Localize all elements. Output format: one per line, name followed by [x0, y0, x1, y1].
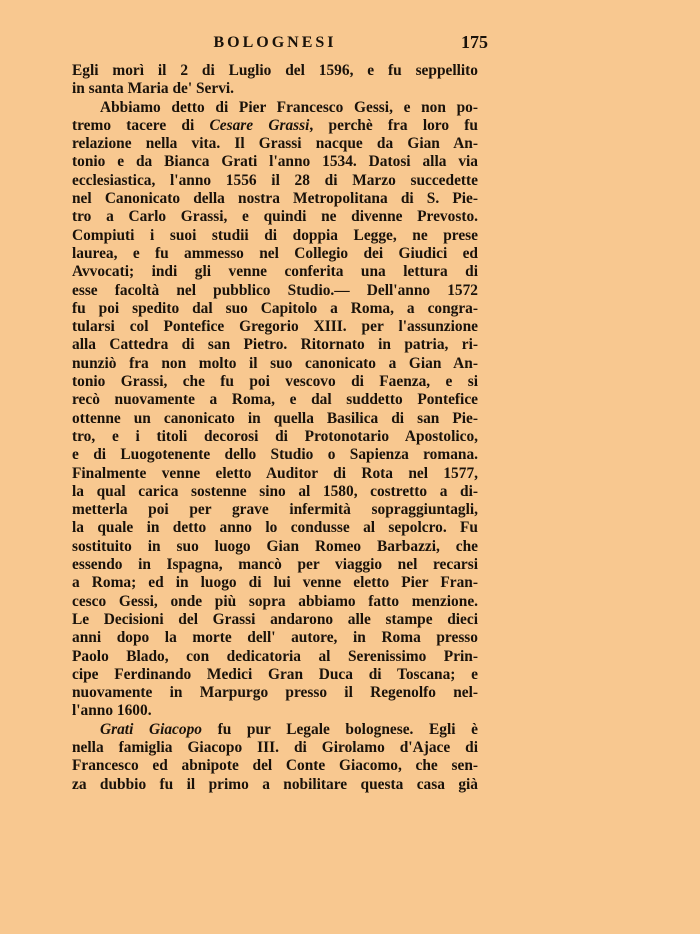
text-line: ecclesiastica, l'anno 1556 il 28 di Marzo succedette — [72, 171, 478, 189]
body-text — [72, 62, 478, 794]
text-line: cesco Gessi, onde più sopra abbiamo fatto menzione. — [72, 592, 478, 610]
running-head — [72, 32, 488, 54]
text-line: tularsi col Pontefice Gregorio XIII. per l'assunzione — [72, 318, 478, 336]
text-line: nunziò fra non molto il suo canonicato a Gian An- — [72, 354, 478, 372]
text-line: la quale in detto anno lo condusse al sepolcro. Fu — [72, 519, 478, 537]
text-line: tonio Grassi, che fu poi vescovo di Faenza, e si — [72, 373, 478, 391]
text-line: in santa Maria de' Servi. — [72, 80, 235, 98]
text-line: la qual carica sostenne sino al 1580, costretto a di- — [72, 482, 478, 500]
text-line: Compiuti i suoi studii di doppia Legge, ne prese — [72, 226, 478, 244]
text-line: e di Luogotenente dello Studio o Sapienza romana. — [72, 446, 478, 464]
text-line: a Roma; ed in luogo di lui venne eletto Pier Fran- — [72, 574, 478, 592]
text-segment: Abbiamo detto di Pier Francesco Gessi, e non po- — [100, 98, 478, 116]
text-line: essendo in Ispagna, mancò per viaggio nel recarsi — [72, 556, 478, 574]
text-line — [72, 117, 478, 135]
text-line: Paolo Blado, con dedicatoria al Serenissimo Prin- — [72, 647, 478, 665]
text-line: nuovamente in Marpurgo presso il Regenolfo nel- — [72, 684, 478, 702]
text-line: relazione nella vita. Il Grassi nacque da Gian An- — [72, 135, 478, 153]
text-line — [72, 721, 478, 739]
text-line: nel Canonicato della nostra Metropolitana di S. Pie- — [72, 190, 478, 208]
text-segment: tremo tacere di — [72, 116, 210, 134]
text-line: Le Decisioni del Grassi andarono alle stampe dieci — [72, 610, 478, 628]
person-name: Cesare Grassi — [209, 116, 310, 134]
text-segment: , perchè fra loro fu — [309, 116, 478, 134]
text-line: recò nuovamente a Roma, e dal suddetto Pontefice — [72, 391, 478, 409]
text-line: laurea, e fu ammesso nel Collegio dei Giudici ed — [72, 244, 478, 262]
text-line: tonio e da Bianca Grati l'anno 1534. Datosi alla via — [72, 153, 478, 171]
text-line: fu poi spedito dal suo Capitolo a Roma, a congra- — [72, 299, 478, 317]
text-line: nella famiglia Giacopo III. di Girolamo d'Ajace di — [72, 738, 478, 756]
text-line: metterla poi per grave infermità sopraggiuntagli, — [72, 501, 478, 519]
page-number: 175 — [461, 32, 488, 52]
text-line: tro a Carlo Grassi, e quindi ne divenne Prevosto. — [72, 208, 478, 226]
text-line: za dubbio fu il primo a nobilitare questa casa già — [72, 775, 478, 793]
book-page — [72, 32, 488, 794]
text-line: l'anno 1600. — [72, 702, 152, 720]
text-line: Finalmente venne eletto Auditor di Rota nel 1577, — [72, 464, 478, 482]
text-line: tro, e i titoli decorosi di Protonotario Apostolico, — [72, 427, 478, 445]
running-title: BOLOGNESI — [213, 34, 337, 51]
text-line — [72, 99, 478, 117]
text-line: Avvocati; indi gli venne conferita una lettura di — [72, 263, 478, 281]
text-line: Francesco ed abnipote del Conte Giacomo, che sen- — [72, 757, 478, 775]
text-line: alla Cattedra di san Pietro. Ritornato in patria, ri- — [72, 336, 478, 354]
text-segment: fu pur Legale bolognese. Egli è — [201, 720, 478, 738]
text-line: esse facoltà nel pubblico Studio.— Dell'anno 1572 — [72, 281, 478, 299]
text-line: ottenne un canonicato in quella Basilica di san Pie- — [72, 409, 478, 427]
text-line: sostituito in suo luogo Gian Romeo Barbazzi, che — [72, 537, 478, 555]
text-line: Egli morì il 2 di Luglio del 1596, e fu seppellito — [72, 62, 478, 79]
text-line: cipe Ferdinando Medici Gran Duca di Toscana; e — [72, 665, 478, 683]
person-name: Grati Giacopo — [100, 720, 202, 738]
text-line: anni dopo la morte dell' autore, in Roma presso — [72, 629, 478, 647]
